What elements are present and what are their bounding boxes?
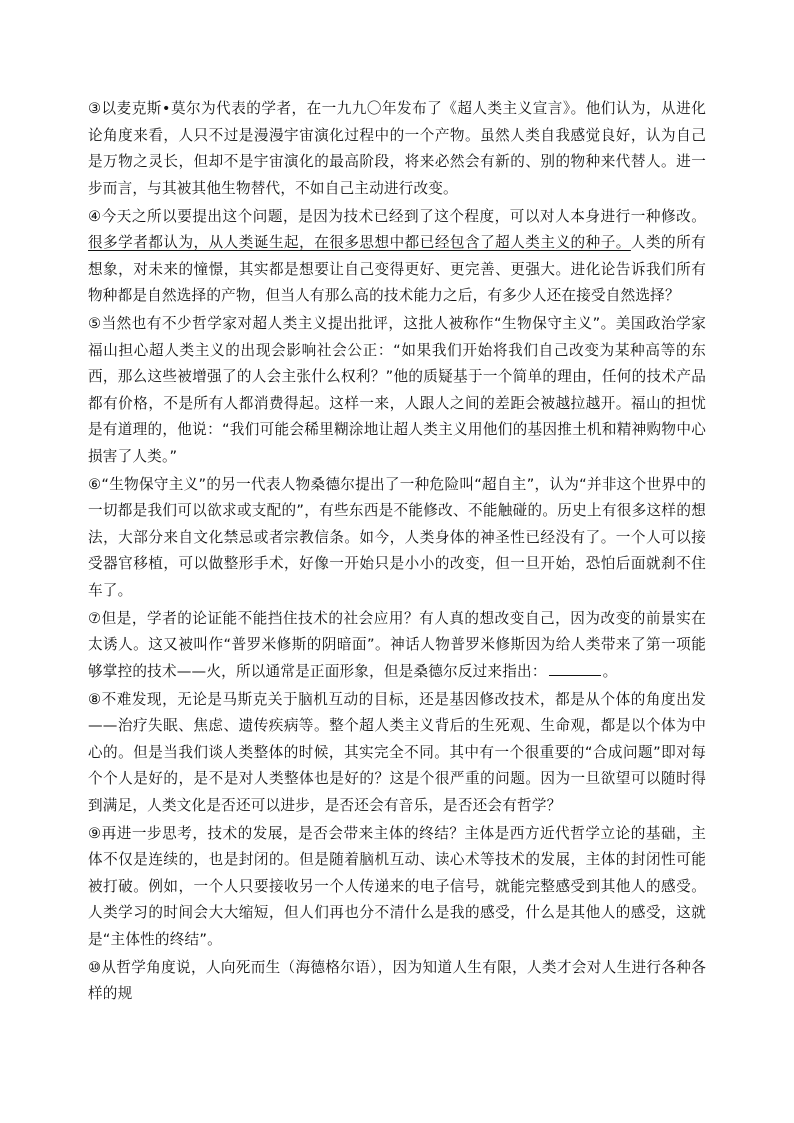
paragraph-4-text-after: 人类的所有想象，对未来的憧憬，其实都是想要让自己变得更好、更完善、更强大。进化论告诉我们所有物种都是自然选择的产物，但当人有那么高的技术能力之后，有多少人还在接受自然选择？	[88, 234, 706, 304]
paragraph-9	[88, 821, 706, 954]
paragraph-4-text-before: ④今天之所以要提出这个问题，是因为技术已经到了这个程度，可以对人本身进行一种修改。	[88, 207, 706, 225]
paragraph-6	[88, 472, 706, 605]
paragraph-6-text: ⑥“生物保守主义”的另一代表人物桑德尔提出了一种危险叫“超自主”，认为“并非这个世界中的一切都是我们可以欲求或支配的”，有些东西是不能修改、不能触碰的。历史上有很多这样的想法，大部分来自文化禁忌或者宗教信条。如今，人类身体的神圣性已经没有了。一个人可以接受器官移植，可以做整形手术，好像一开始只是小小的改变，但一旦开始，恐怕后面就刹不住车了。	[88, 475, 706, 599]
paragraph-5	[88, 311, 706, 470]
paragraph-4	[88, 204, 706, 310]
paragraph-3-text: ③以麦克斯•莫尔为代表的学者，在一九九〇年发布了《超人类主义宣言》。他们认为，从进化论角度来看，人只不过是漫漫宇宙演化过程中的一个产物。虽然人类自我感觉良好，认为自己是万物之灵长，但却不是宇宙演化的最高阶段，将来必然会有新的、别的物种来代替人。进一步而言，与其被其他生物替代，不如自己主动进行改变。	[88, 100, 706, 197]
paragraph-8	[88, 687, 706, 820]
answer-blank[interactable]	[549, 661, 601, 676]
paragraph-3	[88, 96, 706, 202]
paragraph-8-text: ⑧不难发现，无论是马斯克关于脑机互动的目标，还是基因修改技术，都是从个体的角度出发——治疗失眠、焦虑、遗传疾病等。整个超人类主义背后的生死观、生命观，都是以个体为中心的。但是当我们谈人类整体的时候，其实完全不同。其中有一个很重要的“合成问题”即对每个个人是好的，是不是对人类整体也是好的？这是个很严重的问题。因为一旦欲望可以随时得到满足，人类文化是否还可以进步，是否还会有音乐，是否还会有哲学？	[88, 690, 706, 814]
paragraph-7-text: ⑦但是，学者的论证能不能挡住技术的社会应用？有人真的想改变自己，因为改变的前景实在太诱人。这又被叫作“普罗米修斯的阴暗面”。神话人物普罗米修斯因为给人类带来了第一项能够掌控的技术——火，所以通常是正面形象，但是桑德尔反过来指出：	[88, 609, 706, 680]
paragraph-9-text: ⑨再进一步思考，技术的发展，是否会带来主体的终结？主体是西方近代哲学立论的基础，主体不仅是连续的，也是封闭的。但是随着脑机互动、读心术等技术的发展，主体的封闭性可能被打破。例如，一个人只要接收另一个人传递来的电子信号，就能完整感受到其他人的感受。人类学习的时间会大大缩短，但人们再也分不清什么是我的感受，什么是其他人的感受，这就是“主体性的终结”。	[88, 824, 706, 948]
paragraph-7-end: 。	[602, 662, 618, 680]
document-page	[88, 96, 706, 1009]
paragraph-10-text: ⑩从哲学角度说，人向死而生（海德格尔语），因为知道人生有限，人类才会对人生进行各种各样的规	[88, 958, 706, 1002]
paragraph-4-underlined-sentence: 很多学者都认为，从人类诞生起，在很多思想中都已经包含了超人类主义的种子。	[88, 234, 631, 251]
paragraph-5-text: ⑤当然也有不少哲学家对超人类主义提出批评，这批人被称作“生物保守主义”。美国政治学家福山担心超人类主义的出现会影响社会公正：“如果我们开始将我们自己改变为某种高等的东西，那么这些被增强了的人会主张什么权利？”他的质疑基于一个简单的理由，任何的技术产品都有价格，不是所有人都消费得起。这样一来，人跟人之间的差距会被越拉越开。福山的担忧是有道理的，他说：“我们可能会稀里糊涂地让超人类主义用他们的基因推土机和精神购物中心损害了人类。”	[88, 315, 706, 465]
paragraph-10	[88, 955, 706, 1008]
paragraph-7	[88, 606, 706, 686]
